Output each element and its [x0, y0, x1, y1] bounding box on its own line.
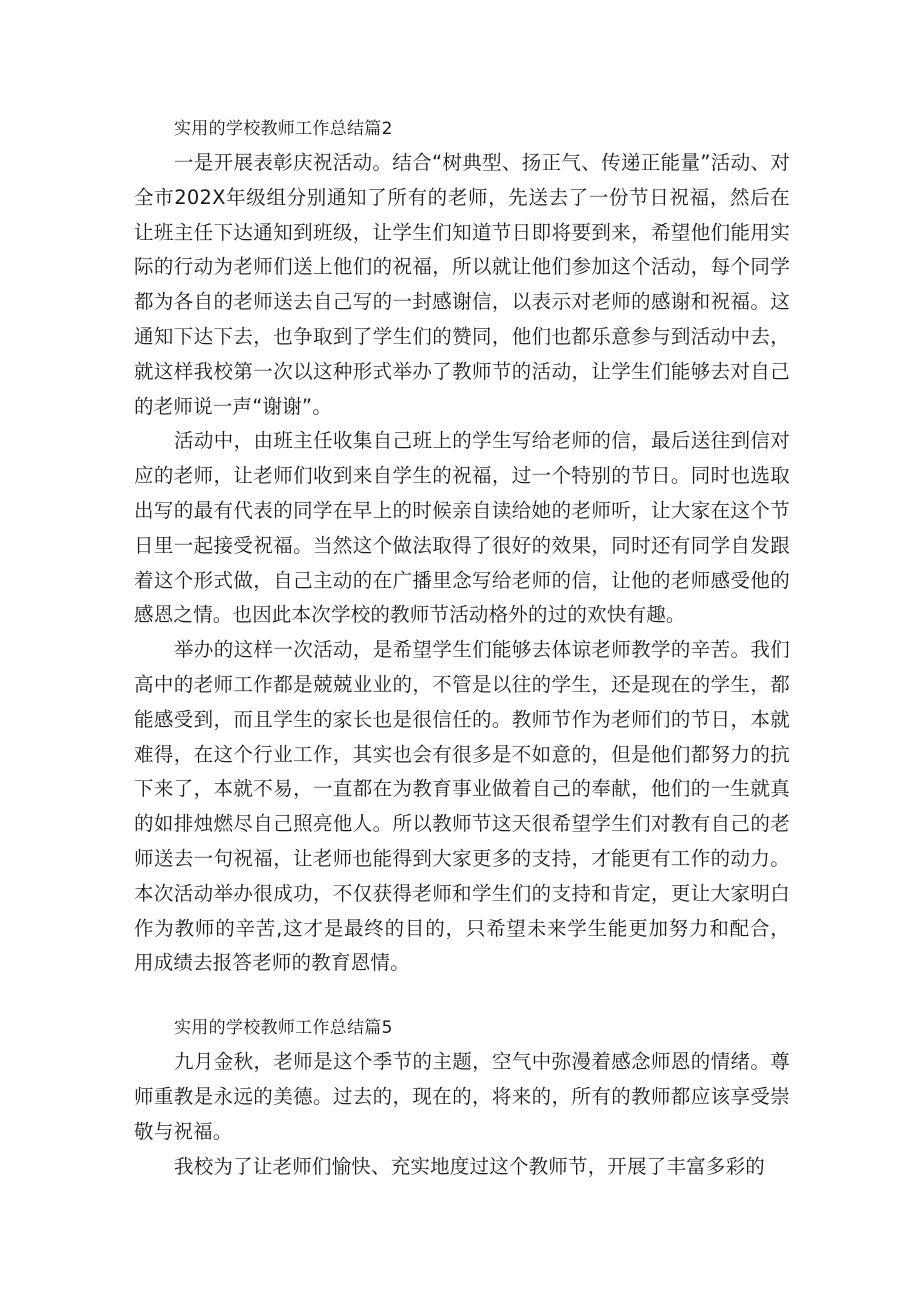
paragraph: 举办的这样一次活动，是希望学生们能够去体谅老师教学的辛苦。我们高中的老师工作都是兢兢业业的，不管是以往的学生，还是现在的学生，都能感受到，而且学生的家长也是很信任的。教师节作为老师们的节日，本就难得，在这个行业工作，其实也会有很多是不如意的，但是他们都努力的抗下来了，本就不易，一直都在为教育事业做着自己的奉献，他们的一生就真的如排烛燃尽自己照亮他人。所以教师节这天很希望学生们对教有自己的老师送去一句祝福，让老师也能得到大家更多的支持，才能更有工作的动力。本次活动举办很成功，不仅获得老师和学生们的支持和肯定，更让大家明白作为教师的辛苦,这才是最终的目的，只希望未来学生能更加努力和配合，用成绩去报答老师的教育恩情。	[134, 638, 790, 975]
section-2	[134, 1011, 790, 1184]
paragraph: 我校为了让老师们愉快、充实地度过这个教师节，开展了丰富多彩的	[174, 1154, 766, 1178]
document-page	[134, 112, 790, 1184]
paragraph: 九月金秋，老师是这个季节的主题，空气中弥漫着感念师恩的情绪。尊师重教是永远的美德。过去的，现在的，将来的，所有的教师都应该享受崇敬与祝福。	[134, 1050, 790, 1143]
section-heading: 实用的学校教师工作总结篇5	[174, 1018, 393, 1039]
paragraph: 活动中，由班主任收集自己班上的学生写给老师的信，最后送往到信对应的老师，让老师们收到来自学生的祝福，过一个特别的节日。同时也选取出写的最有代表的同学在早上的时候亲自读给她的老师听，让大家在这个节日里一起接受祝福。当然这个做法取得了很好的效果，同时还有同学自发跟着这个形式做，自己主动的在广播里念写给老师的信，让他的老师感受他的感恩之情。也因此本次学校的教师节活动格外的过的欢快有趣。	[134, 429, 790, 627]
section-heading: 实用的学校教师工作总结篇2	[174, 119, 393, 139]
paragraph: 一是开展表彰庆祝活动。结合“树典型、扬正气、传递正能量”活动、对全市202X年级组分别通知了所有的老师，先送去了一份节日祝福，然后在让班主任下达通知到班级，让学生们知道节日即将要到来，希望他们能用实际的行动为老师们送上他们的祝福，所以就让他们参加这个活动，每个同学都为各自的老师送去自己写的一封感谢信，以表示对老师的感谢和祝福。这通知下达下去，也争取到了学生们的赞同，他们也都乐意参与到活动中去，就这样我校第一次以这种形式举办了教师节的活动，让学生们能够去对自己的老师说一声“谢谢”。	[134, 151, 790, 418]
section-1	[134, 112, 790, 981]
section-spacer	[134, 981, 790, 1011]
